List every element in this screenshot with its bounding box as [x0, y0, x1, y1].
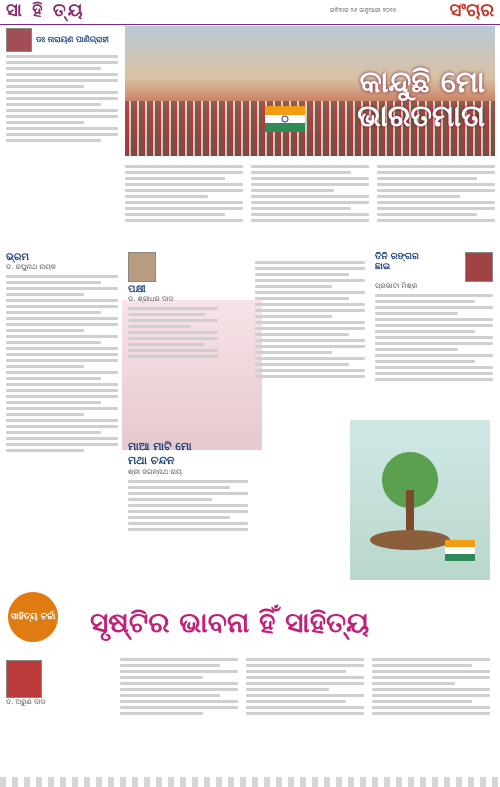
middle-poem	[128, 252, 218, 361]
left-poem	[6, 252, 118, 455]
bottom-article	[120, 655, 490, 718]
hero-article-text	[125, 162, 495, 225]
author-photo	[6, 660, 42, 698]
masthead	[0, 0, 500, 25]
hero-image	[125, 26, 495, 156]
poem-title: ମାଆ ମାଟି ମୋ ମଥା ଚନ୍ଦନ	[128, 440, 192, 467]
footer-bar	[0, 777, 500, 787]
poem-title: ତିନି ରଙ୍ଗର ଛାଇ	[375, 252, 419, 272]
poem-author: ଡ. ଶ୍ରୀଧର ଦାସ	[128, 295, 173, 303]
section-title: ସା ହି ତ୍ୟ	[6, 0, 85, 21]
tree-icon	[350, 420, 490, 580]
poem-author: ପ୍ରଭାତୀ ମିଶ୍ର	[375, 282, 418, 290]
middle-poem-2	[128, 440, 248, 534]
poem-title: ପକ୍ଷୀ	[128, 284, 146, 295]
author-photo	[128, 252, 156, 282]
author-name: ଡଃ ନାରାୟଣ ପାଣିଗ୍ରାହୀ	[36, 35, 109, 44]
date-line: ରବିବାର ୨୬ ଜାନୁଆରୀ ୨୦୨୫	[330, 7, 397, 14]
poem-author: ଡ. ରଘୁନାଥ ନାୟକ	[6, 263, 57, 271]
newspaper-name: ସଂଚାର	[449, 0, 494, 21]
bottom-author	[6, 660, 116, 707]
poem-author: ଶ୍ରୀ ଜଗନ୍ନାଥ ରାୟ	[128, 468, 182, 476]
central-text	[255, 258, 365, 381]
author-photo	[6, 28, 32, 52]
author-photo	[465, 252, 493, 282]
tree-illustration	[350, 420, 490, 580]
author-name: ଡ. ଅରୁଣ ଦାସ	[6, 698, 45, 706]
bottom-headline: ସୃଷ୍ଟିର ଭାବନା ହିଁ ସାହିତ୍ୟ	[90, 606, 370, 639]
right-poem	[375, 252, 493, 384]
section-badge: ସାହିତ୍ୟ ଚର୍ଚ୍ଚା	[8, 592, 58, 642]
poem-title: ଭ୍ରମ	[6, 252, 29, 263]
flag-icon	[265, 106, 305, 132]
hero-title: କାନ୍ଦୁଛି ମୋ ଭାରତମାତା	[357, 65, 485, 134]
left-top-column	[6, 28, 118, 145]
